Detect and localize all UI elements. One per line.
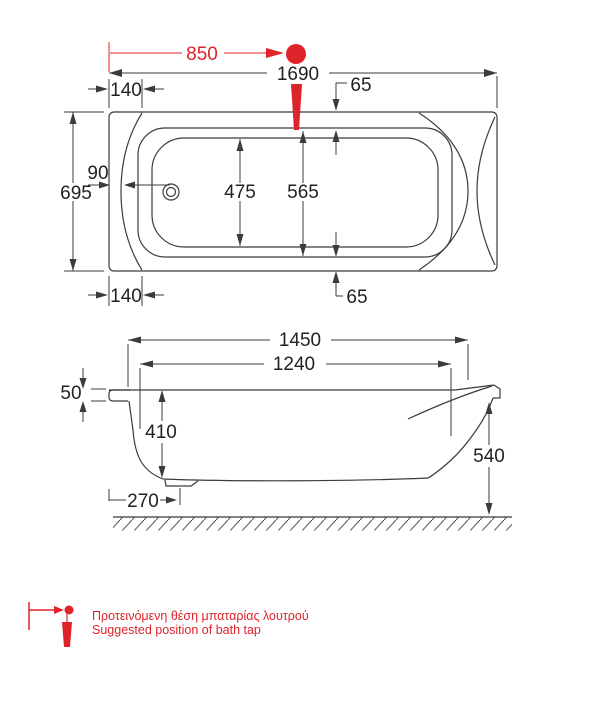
arrow-icon (70, 112, 77, 124)
tap-wedge-icon (291, 84, 302, 130)
tub-bottom-line (163, 478, 428, 481)
legend-wedge-icon (62, 622, 72, 647)
drain-inner-circle (167, 188, 176, 197)
tap-legend-icon (29, 602, 74, 647)
arrow-icon (159, 390, 166, 402)
arrow-icon (96, 292, 108, 299)
dim-inner-width: 565 (287, 182, 319, 203)
dim-floor-width: 475 (224, 182, 256, 203)
rim-lip (109, 390, 131, 401)
arrow-icon (333, 271, 340, 283)
arrow-icon (333, 130, 340, 142)
arrow-icon (486, 402, 493, 414)
legend-line-greek: Προτεινόμενη θέση μπαταρίας λουτρού (92, 609, 309, 623)
dim-base-inset: 270 (127, 491, 159, 512)
arrow-icon (109, 69, 122, 77)
dim-corner-bottom: 140 (110, 286, 142, 307)
base-foot (165, 480, 198, 486)
arrow-icon (333, 245, 340, 257)
arrow-icon (159, 466, 166, 478)
dim-rim-gap-bottom: 65 (346, 287, 368, 308)
rim-notch (493, 385, 500, 398)
arrow-icon (237, 139, 244, 151)
backrest-outer-curve-top (477, 117, 495, 265)
dim-overall-length: 1690 (276, 64, 320, 85)
arrow-icon (143, 86, 155, 93)
arrow-icon (438, 361, 451, 368)
dim-overall-width: 695 (60, 183, 92, 204)
dim-headrest-width: 90 (87, 163, 109, 184)
arrow-icon (70, 259, 77, 271)
dim-rim-height: 50 (60, 383, 82, 404)
legend-line-english: Suggested position of bath tap (92, 623, 261, 637)
headrest-curve (121, 113, 142, 270)
arrow-icon (143, 292, 155, 299)
dim-overall-height: 540 (473, 446, 505, 467)
arrow-icon (140, 361, 153, 368)
dim-corner-top: 140 (110, 80, 142, 101)
arrow-icon (486, 503, 493, 515)
backrest-inner-curve-side (408, 386, 492, 419)
legend-circle-icon (65, 606, 74, 615)
dim-rim-gap-top: 65 (350, 75, 372, 96)
tap-arrow-icon (266, 48, 284, 58)
arrow-icon (300, 131, 307, 143)
ground-hatching (113, 518, 512, 531)
tap-circle-icon (286, 44, 306, 64)
dim-tap-offset: 850 (186, 44, 218, 65)
dim-inner-length: 1240 (272, 354, 316, 375)
dim-65-bottom-lines (336, 232, 343, 296)
backrest-inner-curve-top (419, 113, 468, 270)
arrow-icon (128, 337, 141, 344)
arrow-icon (166, 497, 177, 504)
arrow-icon (237, 234, 244, 246)
arrow-icon (124, 182, 135, 189)
arrow-icon (96, 86, 108, 93)
arrow-icon (484, 69, 497, 77)
legend-arrow-icon (54, 606, 64, 614)
arrow-icon (455, 337, 468, 344)
arrow-icon (300, 244, 307, 256)
dim-rim-length: 1450 (278, 330, 322, 351)
arrow-icon (333, 99, 340, 111)
drain-outer-circle (163, 184, 179, 200)
dim-inner-depth: 410 (145, 422, 177, 443)
dim-65-top-lines (336, 83, 347, 155)
rim-top-line (109, 385, 494, 390)
dim-50-lines (83, 368, 106, 422)
